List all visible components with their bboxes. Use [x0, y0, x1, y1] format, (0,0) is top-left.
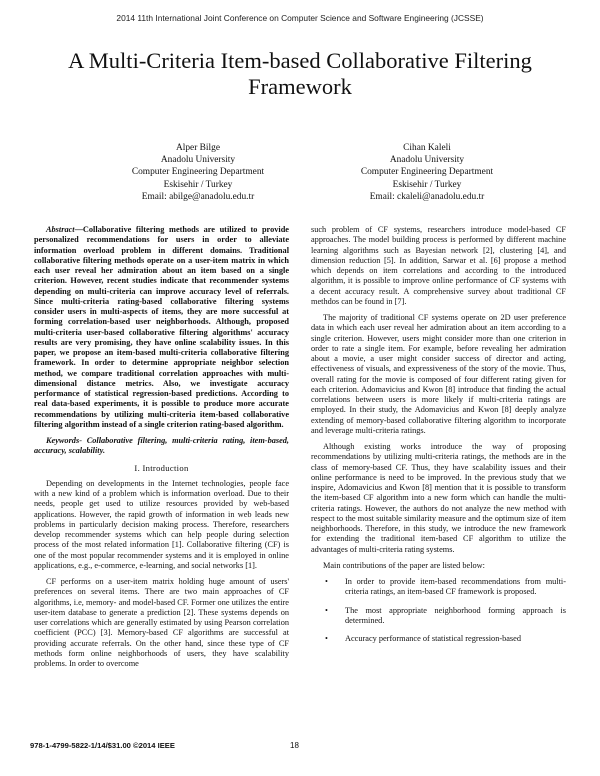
- keywords-label: Keywords-: [46, 436, 82, 445]
- bullet-icon: •: [325, 577, 328, 586]
- author-email: Email: abilge@anadolu.edu.tr: [141, 191, 255, 202]
- intro-paragraph-1: Depending on developments in the Internet technologies, people face with a new kind of a problem which is information overload. Due to their needs, people get used to utilize resources provided by web-based applications. However, the rapid growth of information in web leads new problems in particularly decision making process. Therefore, researchers develop recommender systems which can help people during selection process of the most related information [1]. Collaborative filtering (CF) is one of the most popular recommender systems and it is employed in online applications, e.g., e-commerce, e-learning, and social networks [1].: [34, 478, 289, 570]
- author-name: Alper Bilge: [175, 143, 220, 153]
- body-paragraph-3: Although existing works introduce the way of proposing recommendations by utilizing multi-criteria ratings, the methods are in the class of memory-based CF. Thus, they have scalability issues and their online performance is need to be improved. In the previous study that we inspire, Adomavicius and Kwon [8] mention that it is possible to transform the item-based CF algorithm into a new form which can handle the multi-criteria ratings. However, the authors do not analyze the new method with respect to the most suitable similarity measure and the optimum size of item neighborhoods. Therefore, in this study, we introduce the new framework for extending the traditional item-based CF algorithm to utilize the advantages of multi-criteria rating systems.: [311, 442, 566, 554]
- abstract: [34, 225, 289, 430]
- author-location: Eskisehir / Turkey: [163, 179, 233, 190]
- author-name: Cihan Kaleli: [403, 143, 451, 153]
- intro-paragraph-2: CF performs on a user-item matrix holding huge amount of users' preferences on several items. There are two main approaches of CF algorithms, i.e, memory- and model-based CF. Former one utilizes the entire user-item database to generate a prediction [2]. These systems depends on user correlations which are generally estimated by using Pearson correlation coefficient (PCC) [3]. Memory-based CF algorithms are successful at providing accurate referrals. On the other hand, since these type of CF methods form online neighborhoods of users, they have scalability problems. In order to overcome: [34, 577, 289, 668]
- bullet-icon: •: [325, 605, 328, 615]
- contributions-list: [311, 577, 566, 644]
- abstract-label: Abstract: [46, 225, 75, 234]
- list-item: [311, 577, 566, 598]
- left-column: [34, 225, 289, 675]
- page-number: 18: [290, 741, 299, 750]
- author-block-2: [302, 142, 552, 203]
- author-department: Computer Engineering Department: [131, 167, 265, 178]
- list-item: [311, 606, 566, 627]
- author-department: Computer Engineering Department: [360, 167, 494, 178]
- paper-title: [40, 48, 560, 100]
- author-block-1: [73, 142, 323, 203]
- conference-header: 2014 11th International Joint Conference on Computer Science and Software Engineering (JCSSE): [116, 13, 484, 23]
- footer-isbn: 978-1-4799-5822-1/14/$31.00 ©2014 IEEE: [30, 741, 175, 750]
- list-item-text: The most appropriate neighborhood forming approach is determined.: [345, 605, 566, 625]
- list-item-text: Accuracy performance of statistical regression-based: [345, 634, 521, 643]
- section-heading-introduction: I. Introduction: [134, 462, 189, 473]
- list-item-text: In order to provide item-based recommendations from multi-criteria ratings, an item-based CF framework is proposed.: [345, 577, 566, 597]
- keywords: [34, 436, 289, 457]
- title-line-2: Framework: [248, 74, 352, 99]
- list-item: [311, 634, 566, 644]
- abstract-text: —Collaborative filtering methods are utilized to provide personalized recommendations for users in order to alleviate information overload problem in different domains. Traditional collaborative filtering methods operate on a user-item matrix in which each user reveal her admiration about an item based on a single criterion. However, recent studies indicate that recommender systems depending on multi-criteria can improve accuracy level of referrals. Since multi-criteria rating-based collaborative filtering systems consider users in multi-aspects of items, they are more successful at forming correlation-based user neighborhoods. Although, proposed multi-criteria user-based collaborative filtering algorithms' accuracy results are very promising, they have online scalability issues. In this paper, we propose an item-based multi-criteria collaborative filtering framework. In order to determine appropriate neighbor selection method, we compare traditional correlation approaches with multi-dimensional distance metrics. Also, we investigate accuracy performance of statistical regression-based predictions. According to real data-based experiments, it is possible to produce more accurate recommendations by utilizing multi-criteria item-based collaborative filtering algorithm instead of a single criterion rating-based algorithm.: [34, 225, 289, 429]
- keywords-text: Collaborative filtering, multi-criteria rating, item-based, accuracy, scalability.: [34, 436, 289, 456]
- author-email: Email: ckaleli@anadolu.edu.tr: [369, 191, 485, 202]
- body-paragraph-1: such problem of CF systems, researchers introduce model-based CF approaches. The model building process is performed by different machine learning algorithms such as Bayesian network [2], clustering [4], and dimension reduction [5]. In addition, Sarwar et al. [6] propose a method which depends on item correlations and according to the introduced algorithm, it is possible to improve online performance of CF systems with a decent accuracy result. A comprehensive survey about traditional CF methdos can be found in [7].: [311, 225, 566, 306]
- author-location: Eskisehir / Turkey: [392, 179, 462, 190]
- contributions-intro: Main contributions of the paper are listed below:: [323, 560, 485, 570]
- title-line-1: A Multi-Criteria Item-based Collaborative Filtering: [68, 48, 532, 73]
- right-column: [311, 225, 566, 652]
- body-paragraph-2: The majority of traditional CF systems operate on 2D user preference data in which each user reveal her admiration about an item according to a single criterion. However, users might consider more than one criterion in order to rate a single item. For example, before revealing her admiration about a movie, a user might consider success of director and acting, effectiveness of visuals, and expressiveness of the story of the movie. Thus, overall rating for the movie is composed of four different rating given for each criterion. Adomavicius and Kwon [8] introduce that finding the actual correlations between users is more likely if multi-criteria ratings are employed. In their study, the Adomavicius and Kwon [8] deeply analyze extending of memory-based collaborative filtering algorithm to incorporate and leverage multi-criteria ratings.: [311, 313, 566, 435]
- bullet-icon: •: [325, 634, 328, 643]
- author-affiliation: Anadolu University: [389, 155, 465, 166]
- author-affiliation: Anadolu University: [160, 155, 236, 166]
